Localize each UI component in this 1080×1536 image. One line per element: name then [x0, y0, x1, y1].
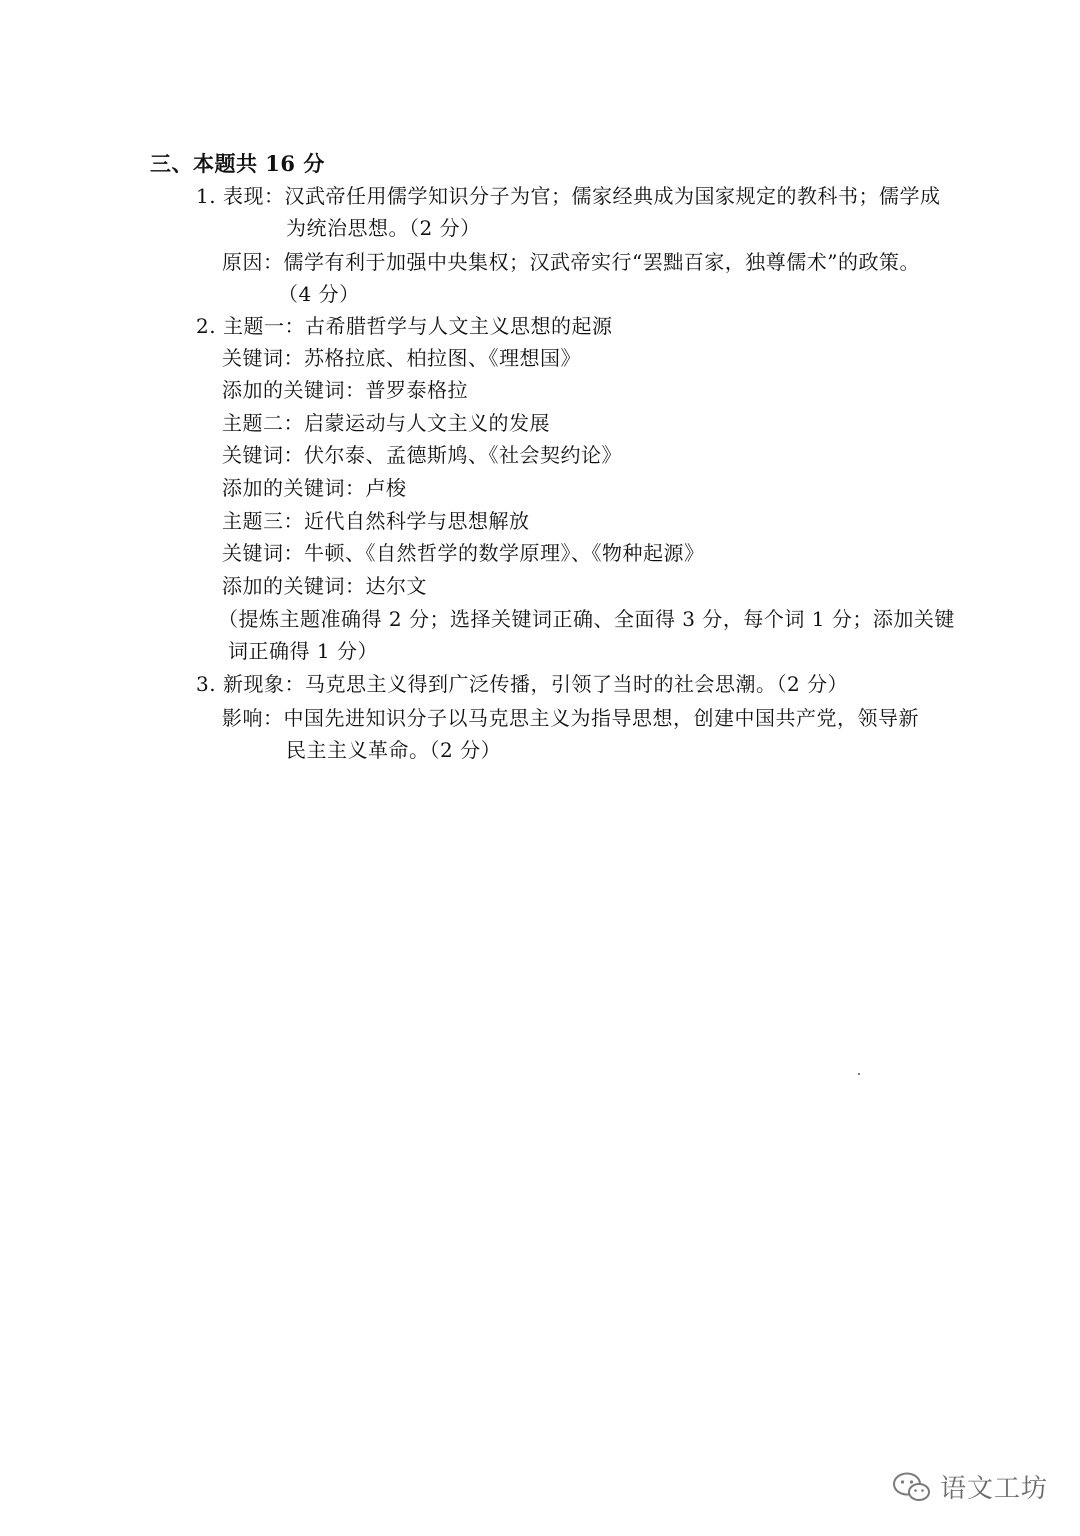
q2-added-keyword-2: 添加的关键词：卢梭 [222, 476, 407, 500]
q2-keywords-1: 关键词：苏格拉底、柏拉图、《理想国》 [222, 346, 581, 370]
q1-reason-line-1: 原因：儒学有利于加强中央集权；汉武帝实行“罢黜百家，独尊儒术”的政策。 [222, 250, 920, 274]
q2-added-keyword-3: 添加的关键词：达尔文 [222, 574, 427, 598]
watermark-text: 语文工坊 [940, 1474, 1049, 1504]
scan-speck [858, 1073, 860, 1075]
q2-keywords-2: 关键词：伏尔泰、孟德斯鸠、《社会契约论》 [222, 443, 622, 467]
q2-keywords-3: 关键词：牛顿、《自然哲学的数学原理》、《物种起源》 [222, 541, 705, 565]
q1-performance-line-1: 1. 表现：汉武帝任用儒学知识分子为官；儒家经典成为国家规定的教科书；儒学成 [196, 184, 941, 208]
q2-theme-1: 2. 主题一：古希腊哲学与人文主义思想的起源 [196, 314, 613, 338]
q1-performance-line-2: 为统治思想。（2 分） [286, 216, 481, 240]
q3-influence-line-2: 民主主义革命。（2 分） [286, 738, 502, 762]
q1-reason-line-2: （4 分） [278, 282, 360, 306]
q2-scoring-note-line-2: 词正确得 1 分） [228, 639, 378, 663]
q3-new-phenomenon: 3. 新现象：马克思主义得到广泛传播，引领了当时的社会思潮。（2 分） [196, 672, 849, 696]
q3-influence-line-1: 影响：中国先进知识分子以马克思主义为指导思想，创建中国共产党，领导新 [222, 706, 919, 730]
q2-theme-2: 主题二：启蒙运动与人文主义的发展 [222, 411, 550, 435]
q2-added-keyword-1: 添加的关键词：普罗泰格拉 [222, 378, 468, 402]
watermark [892, 1468, 1048, 1505]
q2-theme-3: 主题三：近代自然科学与思想解放 [222, 509, 530, 533]
q2-scoring-note-line-1: （提炼主题准确得 2 分；选择关键词正确、全面得 3 分，每个词 1 分；添加关键 [218, 607, 955, 631]
section-heading: 三、本题共 16 分 [150, 151, 325, 176]
wechat-icon [892, 1471, 932, 1503]
